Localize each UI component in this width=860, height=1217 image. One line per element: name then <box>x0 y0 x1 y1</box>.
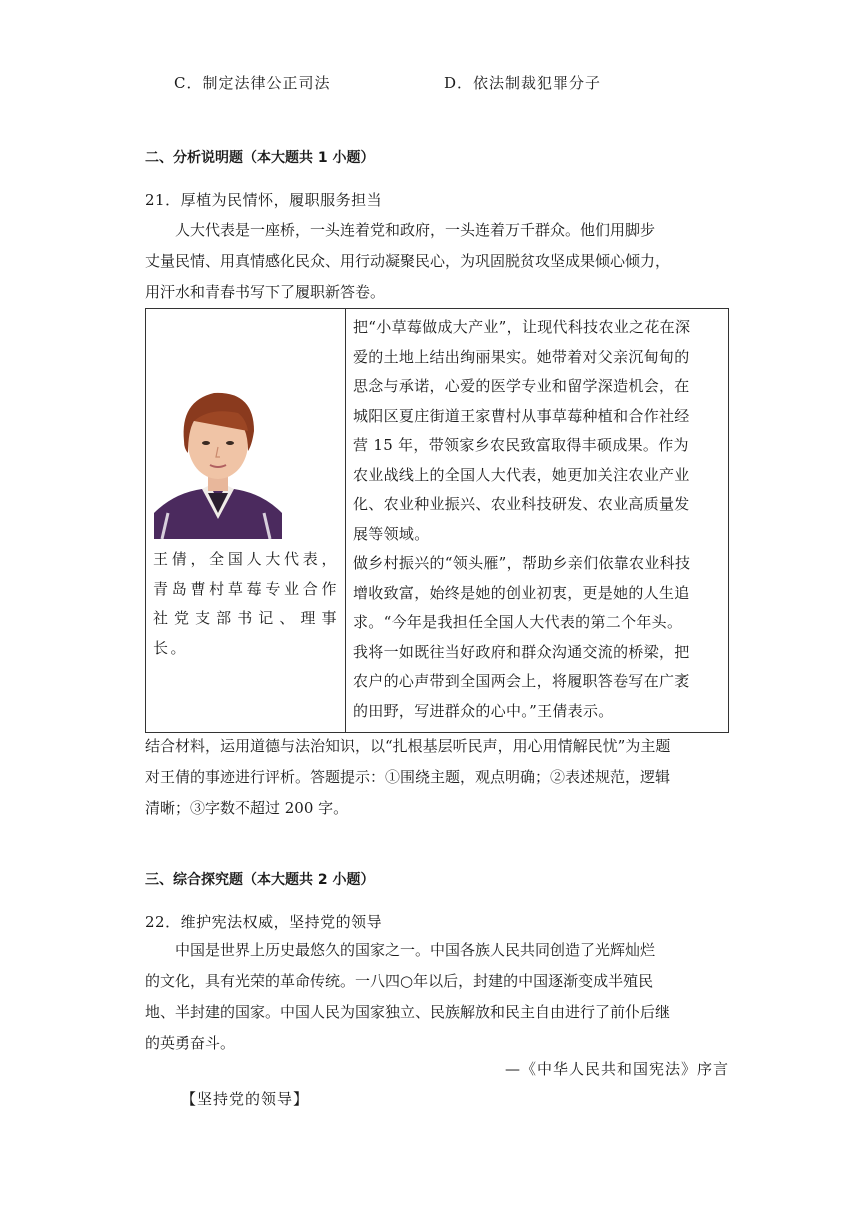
description-line: 把“小草莓做成大产业”，让现代科技农业之花在深 <box>353 318 691 336</box>
question-22-material <box>145 935 730 1059</box>
choice-d: D．依法制裁犯罪分子 <box>444 74 602 92</box>
task-line: 结合材料，运用道德与法治知识，以“扎根基层听民声，用心用情解民忧”为主题 <box>145 737 671 755</box>
question-21-intro <box>145 215 730 308</box>
profile-caption: 王倩，全国人大代表，青岛曹村草莓专业合作社党支部书记、理事长。 <box>153 550 339 657</box>
profile-description <box>353 313 723 726</box>
portrait-photo <box>154 381 282 539</box>
description-line: 做乡村振兴的“领头雁”，帮助乡亲们依靠农业科技 <box>353 554 691 572</box>
description-line: 城阳区夏庄街道王家曹村从事草莓种植和合作社经 <box>353 406 690 425</box>
question-22-title: 22．维护宪法权威，坚持党的领导 <box>145 913 383 931</box>
description-line: 我将一如既往当好政府和群众沟通交流的桥梁，把 <box>353 642 690 661</box>
description-line: 化、农业种业振兴、农业科技研发、农业高质量发 <box>353 495 690 513</box>
question-21-title: 21．厚植为民情怀，履职服务担当 <box>145 191 383 209</box>
material-line: 地、半封建的国家。中国人民为国家独立、民族解放和民主自由进行了前仆后继 <box>145 1003 671 1021</box>
intro-line: 人大代表是一座桥，一头连着党和政府，一头连着万千群众。他们用脚步 <box>175 221 656 239</box>
description-line: 的田野，写进群众的心中。”王倩表示。 <box>353 701 614 720</box>
section-3-title: 三、综合探究题（本大题共 2 小题） <box>145 872 375 888</box>
material-line: 的文化，具有光荣的革命传统。一八四○年以后，封建的中国逐渐变成半殖民 <box>145 972 654 990</box>
description-line: 爱的土地上结出绚丽果实。她带着对父亲沉甸甸的 <box>353 347 690 366</box>
description-line: 农户的心声带到全国两会上，将履职答卷写在广袤 <box>353 672 690 690</box>
profile-table <box>145 308 729 733</box>
intro-line: 用汗水和青春书写下了履职新答卷。 <box>145 283 386 301</box>
question-21-task <box>145 731 730 824</box>
description-line: 营 15 年，带领家乡农民致富取得丰硕成果。作为 <box>353 436 689 454</box>
choice-c: C．制定法律公正司法 <box>174 74 331 92</box>
sub-heading: 【坚持党的领导】 <box>181 1090 310 1108</box>
material-line: 的英勇奋斗。 <box>145 1034 236 1052</box>
task-line: 清晰；③字数不超过 200 字。 <box>145 799 349 817</box>
table-divider <box>345 309 346 732</box>
description-line: 农业战线上的全国人大代表，她更加关注农业产业 <box>353 465 690 484</box>
section-2-title: 二、分析说明题（本大题共 1 小题） <box>145 150 375 166</box>
material-line: 中国是世界上历史最悠久的国家之一。中国各族人民共同创造了光辉灿烂 <box>175 941 656 959</box>
description-line: 展等领域。 <box>353 524 430 543</box>
description-line: 思念与承诺，心爱的医学专业和留学深造机会，在 <box>353 377 690 395</box>
description-line: 求。“今年是我担任全国人大代表的第二个年头。 <box>353 613 683 631</box>
intro-line: 丈量民情、用真情感化民众、用行动凝聚民心，为巩固脱贫攻坚成果倾心倾力， <box>145 252 671 270</box>
task-line: 对王倩的事迹进行评析。答题提示：①围绕主题，观点明确；②表述规范，逻辑 <box>145 768 671 786</box>
quote-source: —《中华人民共和国宪法》序言 <box>504 1060 729 1078</box>
profile-left-cell <box>146 309 345 732</box>
description-line: 增收致富，始终是她的创业初衷，更是她的人生追 <box>353 583 690 602</box>
